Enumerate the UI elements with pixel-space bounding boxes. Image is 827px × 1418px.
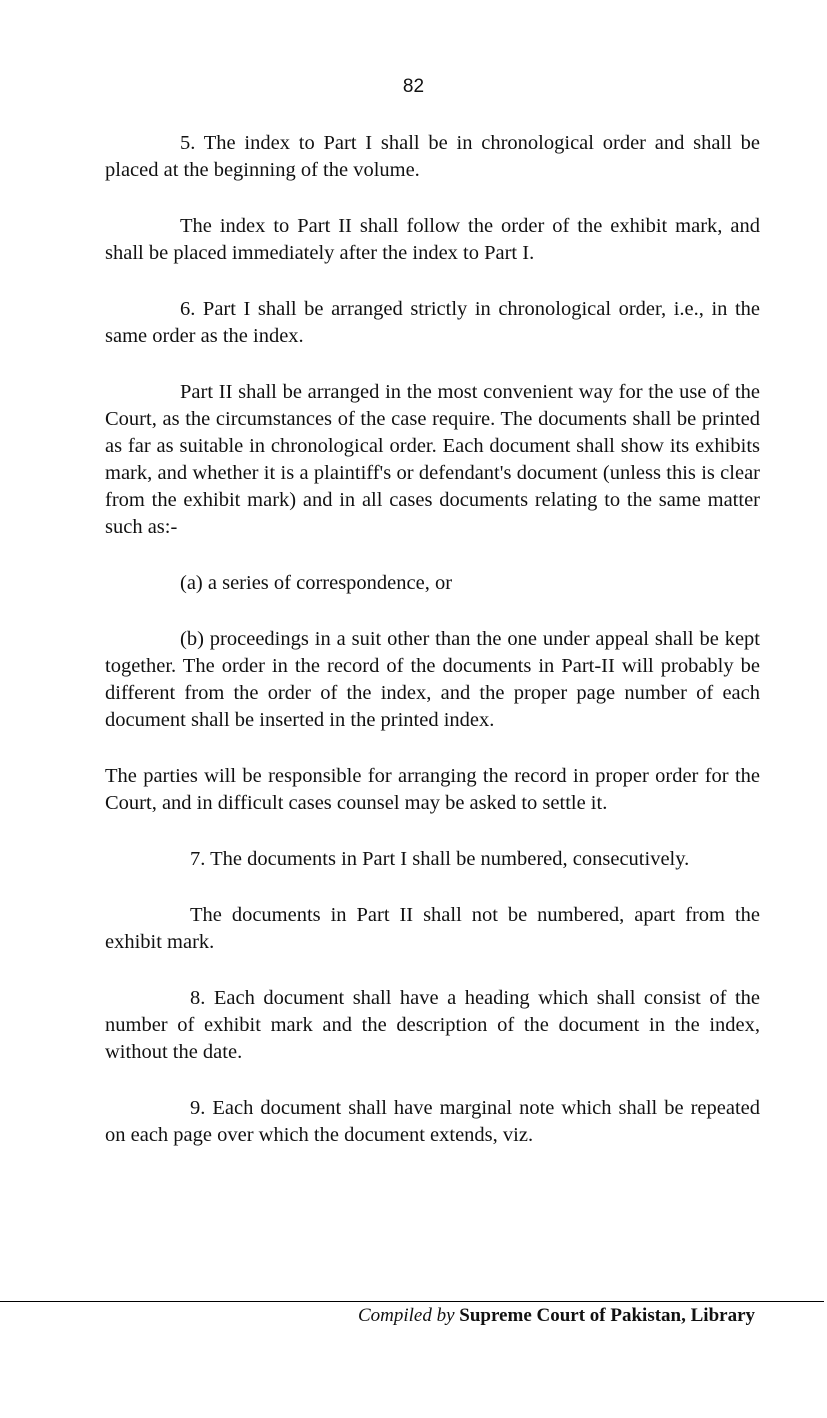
footer-compiled-by: Compiled by (357, 1305, 455, 1326)
footer-divider (0, 1301, 824, 1302)
paragraph-parties-responsibility: The parties will be responsible for arranging the record in proper order for the Court, and in difficult cases counsel may be asked to settle it. (105, 765, 760, 814)
paragraph-9-marginal-note: 9. Each document shall have marginal note which shall be repeated on each page over which the document extends, viz. (105, 1097, 760, 1146)
paragraph-5-index-part-2: The index to Part II shall follow the order of the exhibit mark, and shall be placed immediately after the index to Part I. (105, 215, 760, 264)
paragraph-5-index-part-1: 5. The index to Part I shall be in chronological order and shall be placed at the beginning of the volume. (105, 132, 760, 181)
paragraph-8-heading: 8. Each document shall have a heading which shall consist of the number of exhibit mark and the description of the document in the index, without the date. (105, 987, 760, 1063)
page-number: 82 (402, 76, 425, 97)
footer (358, 1305, 755, 1327)
paragraph-7-part-1-numbering: 7. The documents in Part I shall be numbered, consecutively. (190, 848, 690, 870)
list-item-b: (b) proceedings in a suit other than the one under appeal shall be kept together. The order in the record of the documents in Part-II will probably be different from the order of the index, and the proper page number of each document shall be inserted in the printed index. (105, 628, 760, 731)
list-item-a: (a) a series of correspondence, or (180, 572, 453, 594)
paragraph-6-part-2-arrangement: Part II shall be arranged in the most convenient way for the use of the Court, as the circumstances of the case require. The documents shall be printed as far as suitable in chronological order. Each document shall show its exhibits mark, and whether it is a plaintiff's or defendant's document (unless this is clear from the exhibit mark) and in all cases documents relating to the same matter such as:- (105, 381, 760, 538)
paragraph-6-part-1-arrangement: 6. Part I shall be arranged strictly in chronological order, i.e., in the same order as the index. (105, 298, 760, 347)
footer-organization: Supreme Court of Pakistan, Library (459, 1305, 755, 1326)
paragraph-7-part-2-numbering: The documents in Part II shall not be numbered, apart from the exhibit mark. (105, 904, 760, 953)
document-body (105, 130, 760, 1178)
